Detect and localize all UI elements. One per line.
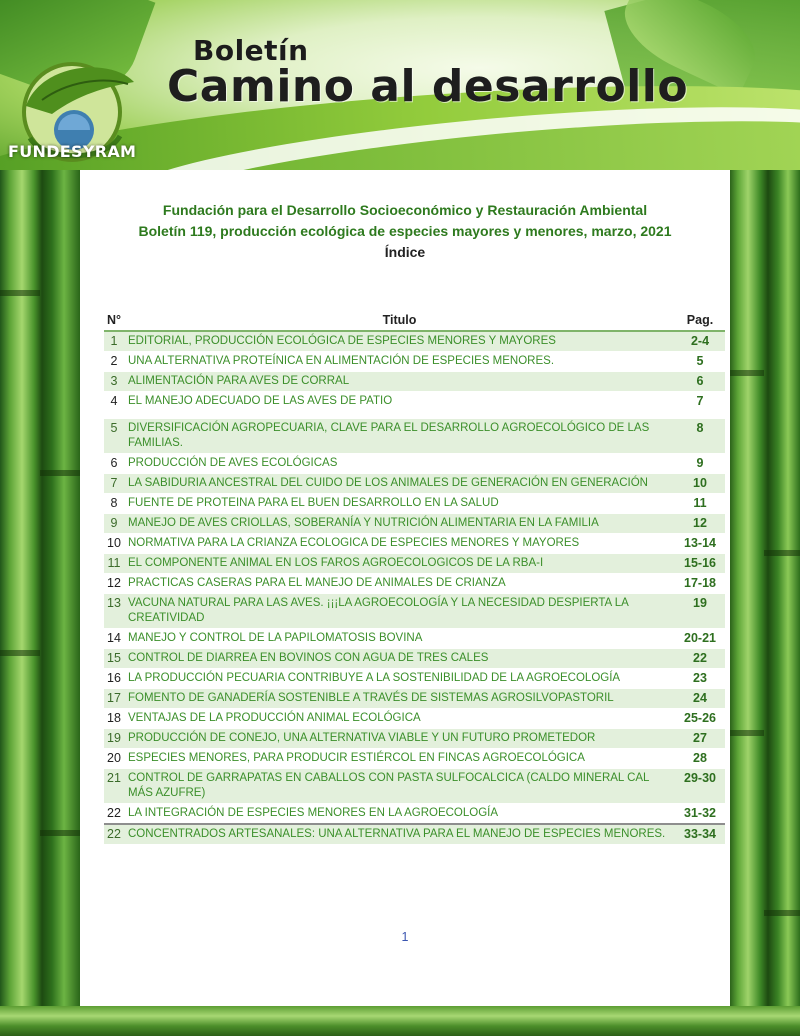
row-page: 19	[675, 594, 725, 629]
row-title: CONTROL DE GARRAPATAS EN CABALLOS CON PASTA SULFOCALCICA (CALDO MINERAL CAL MÁS AZUFRE)	[124, 769, 675, 804]
row-page: 25-26	[675, 709, 725, 729]
row-title: FUENTE DE PROTEINA PARA EL BUEN DESARROLLO EN LA SALUD	[124, 494, 675, 514]
row-page: 24	[675, 689, 725, 709]
row-page: 22	[675, 649, 725, 669]
row-number: 4	[104, 392, 124, 419]
page-number: 1	[401, 930, 409, 944]
row-page: 27	[675, 729, 725, 749]
row-title: DIVERSIFICACIÓN AGROPECUARIA, CLAVE PARA EL DESARROLLO AGROECOLÓGICO DE LAS FAMILIAS.	[124, 419, 675, 454]
row-page: 11	[675, 494, 725, 514]
row-title: LA INTEGRACIÓN DE ESPECIES MENORES EN LA AGROECOLOGÍA	[124, 804, 675, 825]
table-row[interactable]	[104, 689, 725, 709]
row-page: 28	[675, 749, 725, 769]
row-page: 5	[675, 352, 725, 372]
row-title: ESPECIES MENORES, PARA PRODUCIR ESTIÉRCOL EN FINCAS AGROECOLÓGICA	[124, 749, 675, 769]
row-title: MANEJO Y CONTROL DE LA PAPILOMATOSIS BOVINA	[124, 629, 675, 649]
bamboo-node	[764, 910, 800, 916]
index-heading: Índice	[384, 244, 426, 260]
row-page: 31-32	[675, 804, 725, 825]
table-row[interactable]	[104, 372, 725, 392]
row-title: NORMATIVA PARA LA CRIANZA ECOLOGICA DE ESPECIES MENORES Y MAYORES	[124, 534, 675, 554]
table-row[interactable]	[104, 594, 725, 629]
bamboo-node	[764, 550, 800, 556]
row-number: 2	[104, 352, 124, 372]
bamboo-node	[0, 650, 40, 656]
row-title: CONCENTRADOS ARTESANALES: UNA ALTERNATIVA PARA EL MANEJO DE ESPECIES MENORES.	[124, 824, 675, 845]
table-row[interactable]	[104, 454, 725, 474]
row-title: PRACTICAS CASERAS PARA EL MANEJO DE ANIMALES DE CRIANZA	[124, 574, 675, 594]
row-title: EL MANEJO ADECUADO DE LAS AVES DE PATIO	[124, 392, 675, 419]
row-title: ALIMENTACIÓN PARA AVES DE CORRAL	[124, 372, 675, 392]
table-header-row	[104, 310, 725, 331]
bamboo-node	[0, 290, 40, 296]
table-row[interactable]	[104, 669, 725, 689]
bamboo-node	[40, 830, 80, 836]
logo-text: FUNDESYRAM	[8, 142, 137, 161]
row-number: 8	[104, 494, 124, 514]
table-row[interactable]	[104, 804, 725, 825]
table-row[interactable]	[104, 574, 725, 594]
row-number: 13	[104, 594, 124, 629]
banner-subtitle: Camino al desarrollo	[167, 61, 689, 112]
document-page	[80, 170, 730, 1006]
row-number: 18	[104, 709, 124, 729]
table-row[interactable]	[104, 392, 725, 419]
row-page: 23	[675, 669, 725, 689]
row-number: 16	[104, 669, 124, 689]
row-number: 5	[104, 419, 124, 454]
row-page: 2-4	[675, 331, 725, 352]
table-row[interactable]	[104, 709, 725, 729]
bulletin-title: Boletín 119, producción ecológica de especies mayores y menores, marzo, 2021	[138, 223, 672, 239]
row-title: UNA ALTERNATIVA PROTEÍNICA EN ALIMENTACIÓN DE ESPECIES MENORES.	[124, 352, 675, 372]
row-page: 8	[675, 419, 725, 454]
table-row[interactable]	[104, 419, 725, 454]
row-page: 20-21	[675, 629, 725, 649]
table-row[interactable]	[104, 474, 725, 494]
index-table	[104, 310, 725, 845]
header-number: N°	[104, 310, 124, 331]
row-number: 22	[104, 804, 124, 825]
table-row[interactable]	[104, 514, 725, 534]
row-number: 12	[104, 574, 124, 594]
table-row[interactable]	[104, 494, 725, 514]
row-title: FOMENTO DE GANADERÍA SOSTENIBLE A TRAVÉS DE SISTEMAS AGROSILVOPASTORIL	[124, 689, 675, 709]
row-page: 7	[675, 392, 725, 419]
row-title: VACUNA NATURAL PARA LAS AVES. ¡¡¡LA AGROECOLOGÍA Y LA NECESIDAD DESPIERTA LA CREATIVIDAD	[124, 594, 675, 629]
row-title: PRODUCCIÓN DE CONEJO, UNA ALTERNATIVA VIABLE Y UN FUTURO PROMETEDOR	[124, 729, 675, 749]
row-page: 15-16	[675, 554, 725, 574]
table-row[interactable]	[104, 824, 725, 845]
row-title: VENTAJAS DE LA PRODUCCIÓN ANIMAL ECOLÓGICA	[124, 709, 675, 729]
bamboo-node	[728, 370, 764, 376]
row-number: 22	[104, 824, 124, 845]
header-banner	[0, 0, 800, 170]
table-row[interactable]	[104, 534, 725, 554]
row-number: 17	[104, 689, 124, 709]
foundation-name: Fundación para el Desarrollo Socioeconómico y Restauración Ambiental	[162, 202, 648, 218]
row-number: 21	[104, 769, 124, 804]
row-title: MANEJO DE AVES CRIOLLAS, SOBERANÍA Y NUTRICIÓN ALIMENTARIA EN LA FAMILIA	[124, 514, 675, 534]
table-row[interactable]	[104, 554, 725, 574]
row-number: 19	[104, 729, 124, 749]
bamboo-right-decoration	[728, 170, 800, 1036]
row-title: EDITORIAL, PRODUCCIÓN ECOLÓGICA DE ESPECIES MENORES Y MAYORES	[124, 331, 675, 352]
row-number: 3	[104, 372, 124, 392]
bamboo-left-decoration	[0, 170, 80, 1036]
row-page: 12	[675, 514, 725, 534]
table-row[interactable]	[104, 749, 725, 769]
row-number: 9	[104, 514, 124, 534]
row-page: 13-14	[675, 534, 725, 554]
bamboo-bottom-strip	[0, 1006, 800, 1036]
table-row[interactable]	[104, 629, 725, 649]
row-page: 10	[675, 474, 725, 494]
table-row[interactable]	[104, 729, 725, 749]
row-number: 1	[104, 331, 124, 352]
row-number: 7	[104, 474, 124, 494]
row-page: 9	[675, 454, 725, 474]
row-number: 14	[104, 629, 124, 649]
row-title: EL COMPONENTE ANIMAL EN LOS FAROS AGROECOLOGICOS DE LA RBA-I	[124, 554, 675, 574]
table-row[interactable]	[104, 769, 725, 804]
row-number: 10	[104, 534, 124, 554]
header-page: Pag.	[675, 310, 725, 331]
table-row[interactable]	[104, 649, 725, 669]
row-title: PRODUCCIÓN DE AVES ECOLÓGICAS	[124, 454, 675, 474]
row-title: LA SABIDURIA ANCESTRAL DEL CUIDO DE LOS ANIMALES DE GENERACIÓN EN GENERACIÓN	[124, 474, 675, 494]
row-title: CONTROL DE DIARREA EN BOVINOS CON AGUA DE TRES CALES	[124, 649, 675, 669]
row-page: 33-34	[675, 824, 725, 845]
row-number: 20	[104, 749, 124, 769]
bamboo-node	[728, 730, 764, 736]
row-page: 17-18	[675, 574, 725, 594]
row-number: 15	[104, 649, 124, 669]
bamboo-node	[40, 470, 80, 476]
table-row[interactable]	[104, 352, 725, 372]
table-row[interactable]	[104, 331, 725, 352]
row-page: 29-30	[675, 769, 725, 804]
row-number: 6	[104, 454, 124, 474]
banner-title: Boletín	[193, 34, 309, 67]
row-number: 11	[104, 554, 124, 574]
row-page: 6	[675, 372, 725, 392]
header-title: Titulo	[124, 310, 675, 331]
row-title: LA PRODUCCIÓN PECUARIA CONTRIBUYE A LA SOSTENIBILIDAD DE LA AGROECOLOGÍA	[124, 669, 675, 689]
